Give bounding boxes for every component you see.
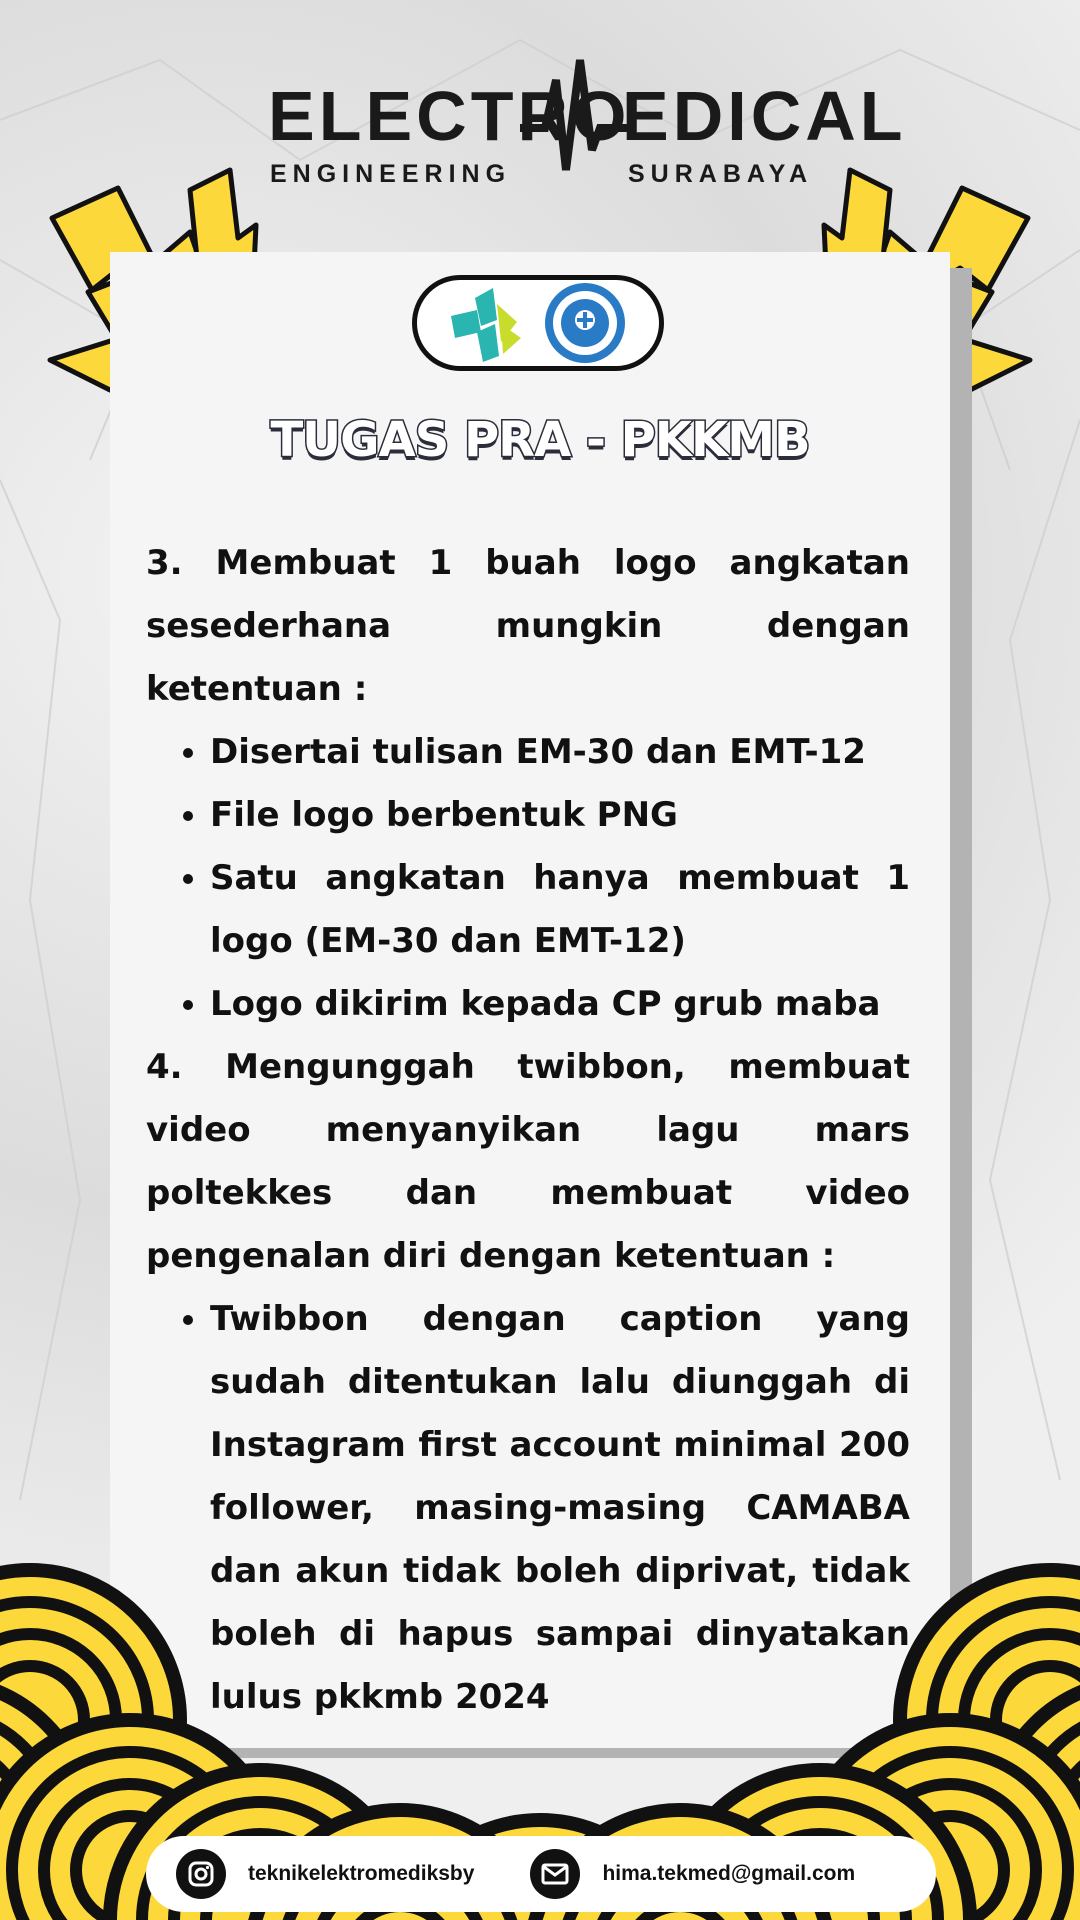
instagram-handle[interactable]: teknikelektromediksby [248, 1862, 475, 1885]
mail-icon [530, 1849, 580, 1899]
list-item: • Logo dikirim kepada CP grub maba [210, 973, 910, 1036]
instagram-contact[interactable] [176, 1849, 474, 1899]
brand-word-right: EDICAL [622, 77, 907, 155]
email-contact[interactable] [530, 1849, 855, 1899]
contact-bar [146, 1836, 936, 1912]
list-item: • Satu angkatan hanya membuat 1 logo (EM-30 dan EMT-12) [210, 847, 910, 973]
list-item: • Disertai tulisan EM-30 dan EMT-12 [210, 721, 910, 784]
list-item: • Twibbon dengan caption yang sudah ditentukan lalu diunggah di Instagram first account minimal 200 follower, masing-masing CAMABA dan akun tidak boleh diprivat, tidak boleh di hapus sampai dinyatakan lulus pkkmb 2024 [210, 1288, 910, 1729]
brand-sub-right: SURABAYA [628, 160, 814, 188]
email-address[interactable]: hima.tekmed@gmail.com [602, 1862, 856, 1885]
logo-pill [412, 275, 664, 371]
kemenkes-logo-icon [451, 288, 521, 362]
brand-word-left: ELECTRO [268, 77, 631, 155]
page-title: TUGAS PRA - PKKMB [270, 412, 810, 468]
task-3-list [146, 721, 910, 1036]
hima-emblem-icon [545, 283, 625, 363]
instagram-icon [176, 1849, 226, 1899]
task-3-intro: 3. Membuat 1 buah logo angkatan sesederhana mungkin dengan ketentuan : [146, 543, 910, 709]
list-item: • File logo berbentuk PNG [210, 784, 910, 847]
partner-logos [417, 280, 659, 366]
brand-sub-left: ENGINEERING [270, 160, 512, 188]
task-4-intro: 4. Mengunggah twibbon, membuat video menyanyikan lagu mars poltekkes dan membuat video pengenalan diri dengan ketentuan : [146, 1047, 910, 1276]
electromedical-logo [0, 40, 1080, 200]
